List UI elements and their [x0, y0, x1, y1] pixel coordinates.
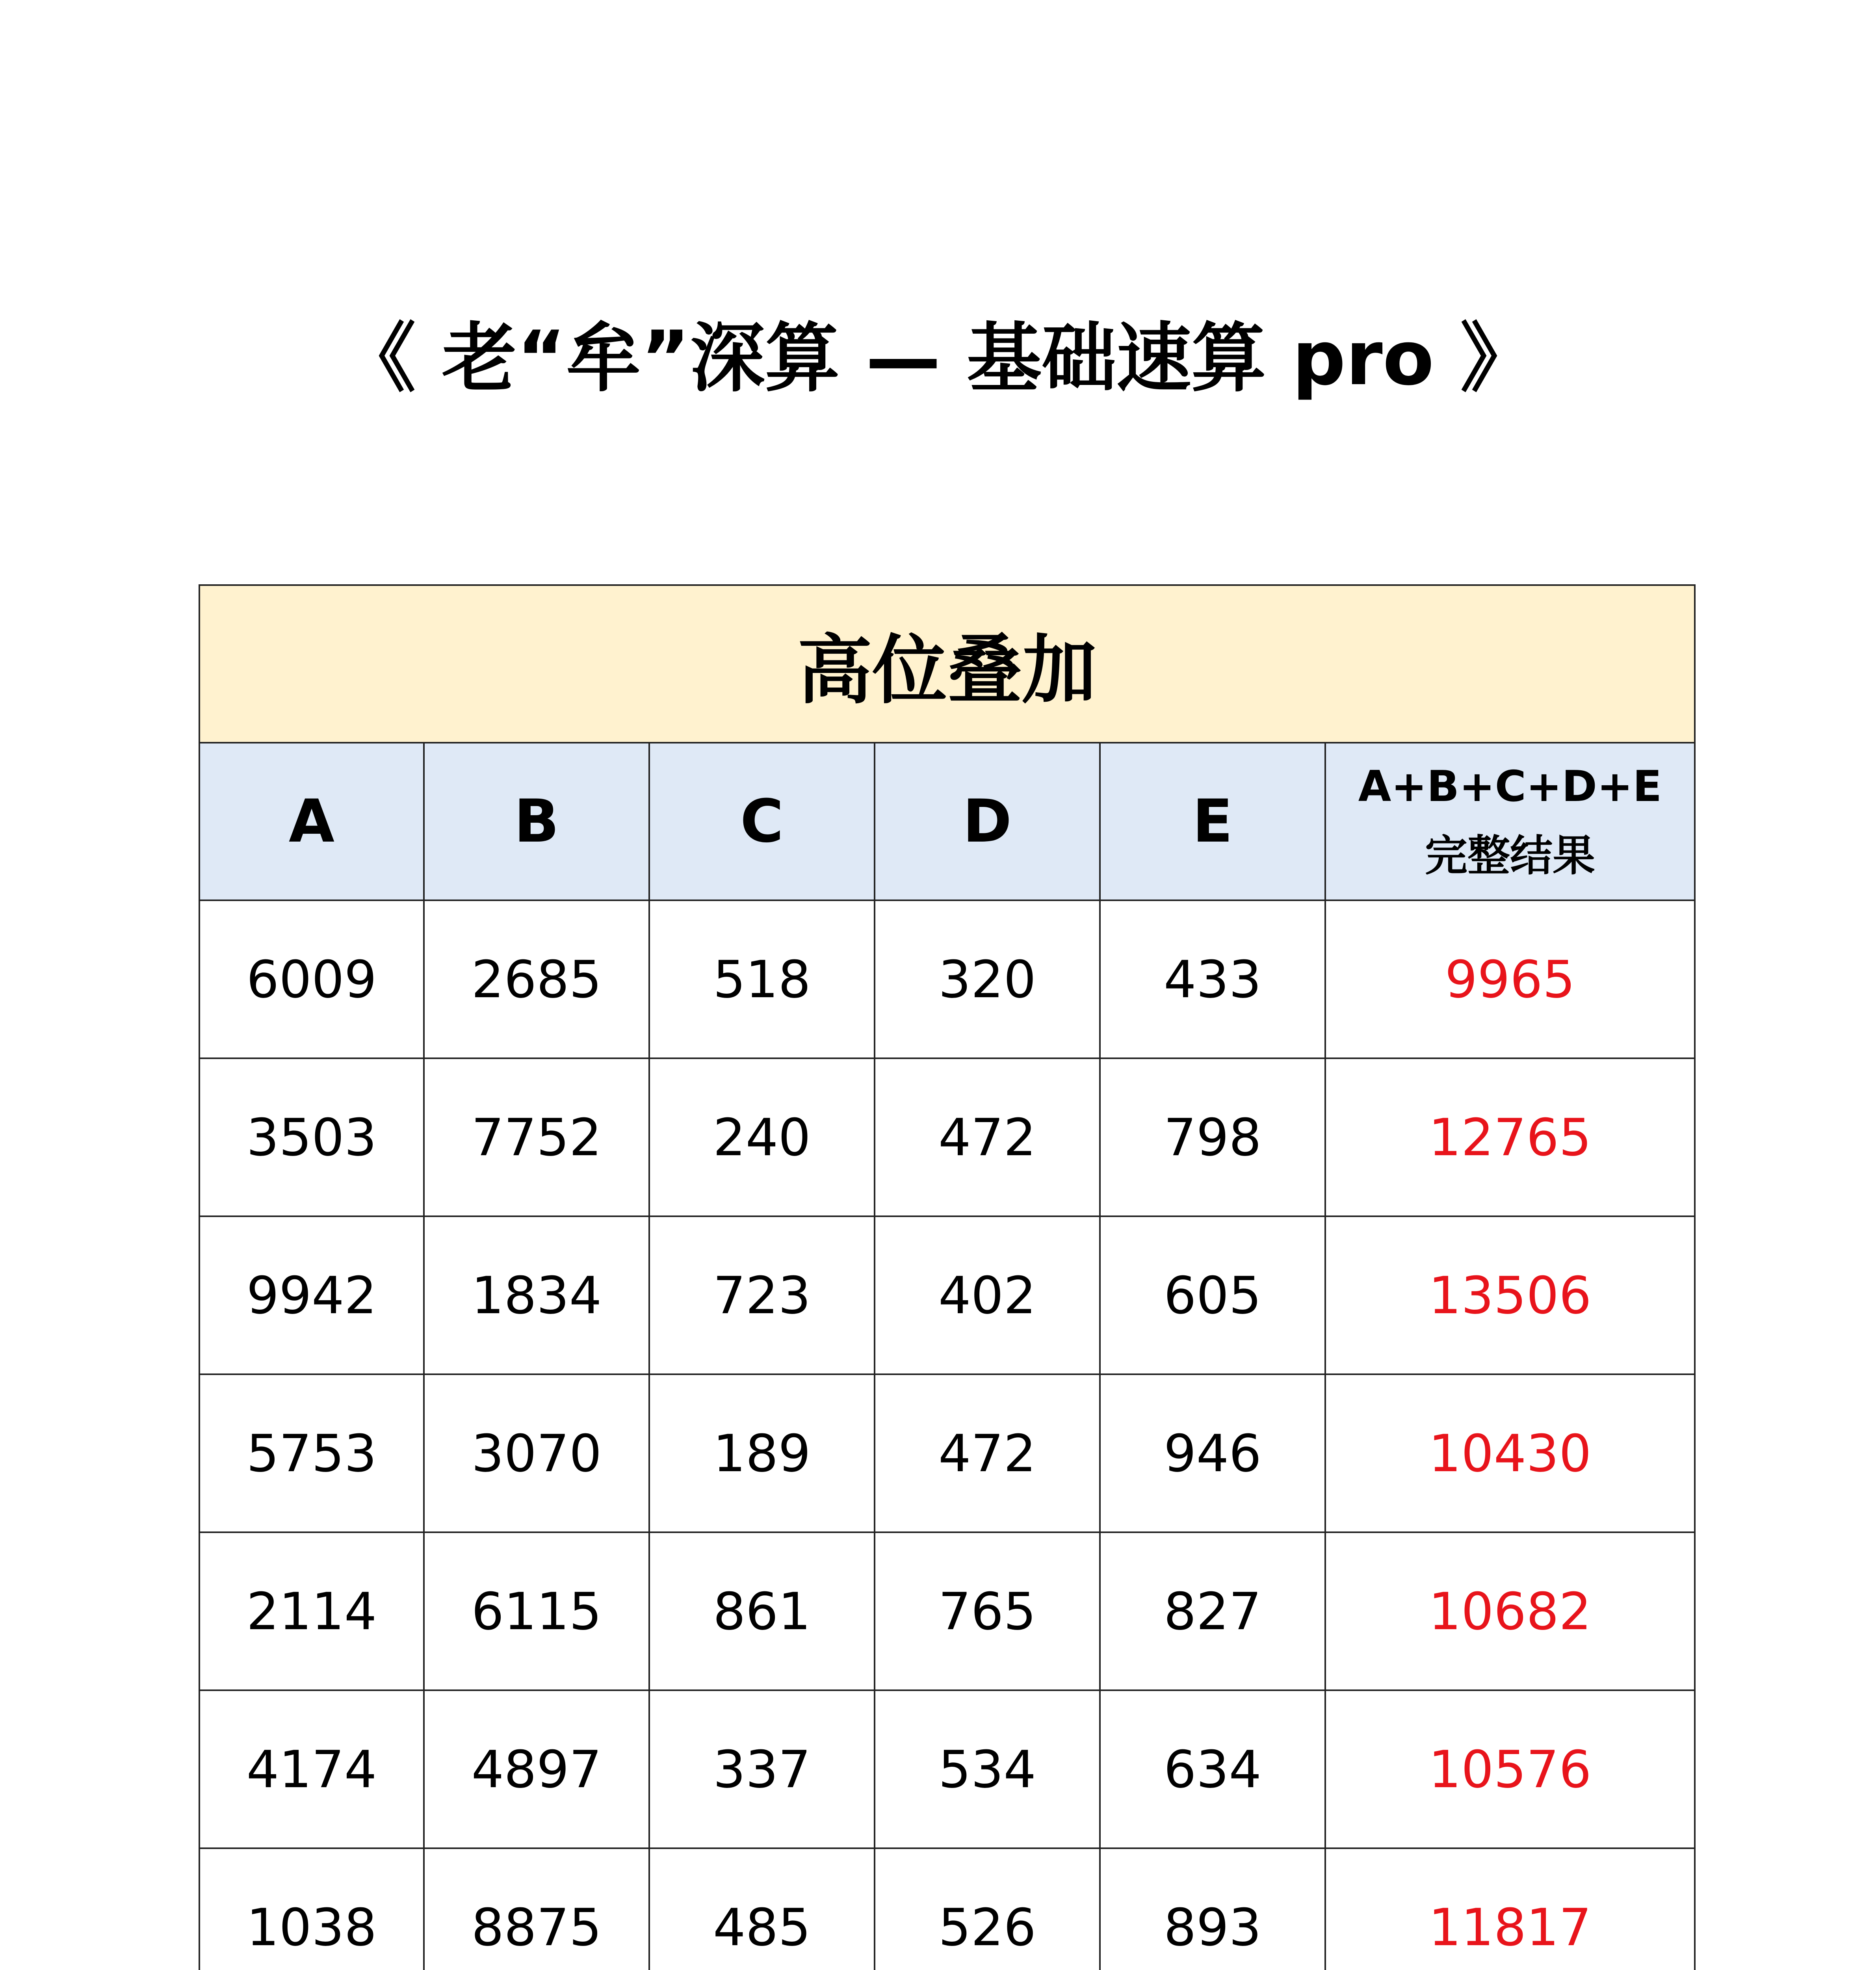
cell-result: 10576: [1325, 1690, 1695, 1848]
table-row: [199, 1532, 1695, 1690]
cell-c: 518: [649, 900, 875, 1058]
cell-result: 11817: [1325, 1848, 1695, 1970]
cell-b: 1834: [424, 1216, 649, 1374]
cell-c: 861: [649, 1532, 875, 1690]
cell-c: 723: [649, 1216, 875, 1374]
cell-result: 10682: [1325, 1532, 1695, 1690]
table-caption: 高位叠加: [199, 585, 1695, 743]
cell-e: 433: [1100, 900, 1325, 1058]
cell-b: 2685: [424, 900, 649, 1058]
cell-d: 472: [875, 1374, 1100, 1532]
cell-d: 402: [875, 1216, 1100, 1374]
cell-e: 946: [1100, 1374, 1325, 1532]
cell-result: 13506: [1325, 1216, 1695, 1374]
result-header-label: 完整结果: [1425, 831, 1596, 881]
column-header-e: E: [1100, 743, 1325, 900]
cell-b: 6115: [424, 1532, 649, 1690]
cell-c: 189: [649, 1374, 875, 1532]
cell-d: 526: [875, 1848, 1100, 1970]
cell-a: 2114: [199, 1532, 424, 1690]
table-row: [199, 1690, 1695, 1848]
cell-d: 534: [875, 1690, 1100, 1848]
page-title: 《 老“牟”深算 — 基础速算 pro 》: [341, 315, 1535, 402]
column-header-c: C: [649, 743, 875, 900]
cell-e: 827: [1100, 1532, 1325, 1690]
cell-result: 10430: [1325, 1374, 1695, 1532]
cell-result: 9965: [1325, 900, 1695, 1058]
cell-b: 7752: [424, 1058, 649, 1216]
table-row: [199, 1058, 1695, 1216]
cell-a: 4174: [199, 1690, 424, 1848]
column-header-a: A: [199, 743, 424, 900]
cell-a: 6009: [199, 900, 424, 1058]
cell-a: 9942: [199, 1216, 424, 1374]
column-header-b: B: [424, 743, 649, 900]
table-row: [199, 1374, 1695, 1532]
result-header-formula: A+B+C+D+E: [1358, 762, 1662, 811]
cell-e: 605: [1100, 1216, 1325, 1374]
cell-a: 3503: [199, 1058, 424, 1216]
cell-b: 4897: [424, 1690, 649, 1848]
worksheet-table: [199, 584, 1696, 1970]
column-header-result: [1325, 743, 1695, 900]
cell-c: 337: [649, 1690, 875, 1848]
cell-e: 893: [1100, 1848, 1325, 1970]
cell-a: 1038: [199, 1848, 424, 1970]
column-header-row: [199, 743, 1695, 900]
cell-c: 485: [649, 1848, 875, 1970]
cell-e: 798: [1100, 1058, 1325, 1216]
cell-b: 8875: [424, 1848, 649, 1970]
table-body: [199, 900, 1695, 1970]
cell-e: 634: [1100, 1690, 1325, 1848]
cell-b: 3070: [424, 1374, 649, 1532]
cell-c: 240: [649, 1058, 875, 1216]
cell-a: 5753: [199, 1374, 424, 1532]
table-row: [199, 900, 1695, 1058]
column-header-d: D: [875, 743, 1100, 900]
cell-d: 765: [875, 1532, 1100, 1690]
table-banner-row: [199, 585, 1695, 743]
cell-result: 12765: [1325, 1058, 1695, 1216]
table-row: [199, 1216, 1695, 1374]
cell-d: 320: [875, 900, 1100, 1058]
table-row: [199, 1848, 1695, 1970]
cell-d: 472: [875, 1058, 1100, 1216]
